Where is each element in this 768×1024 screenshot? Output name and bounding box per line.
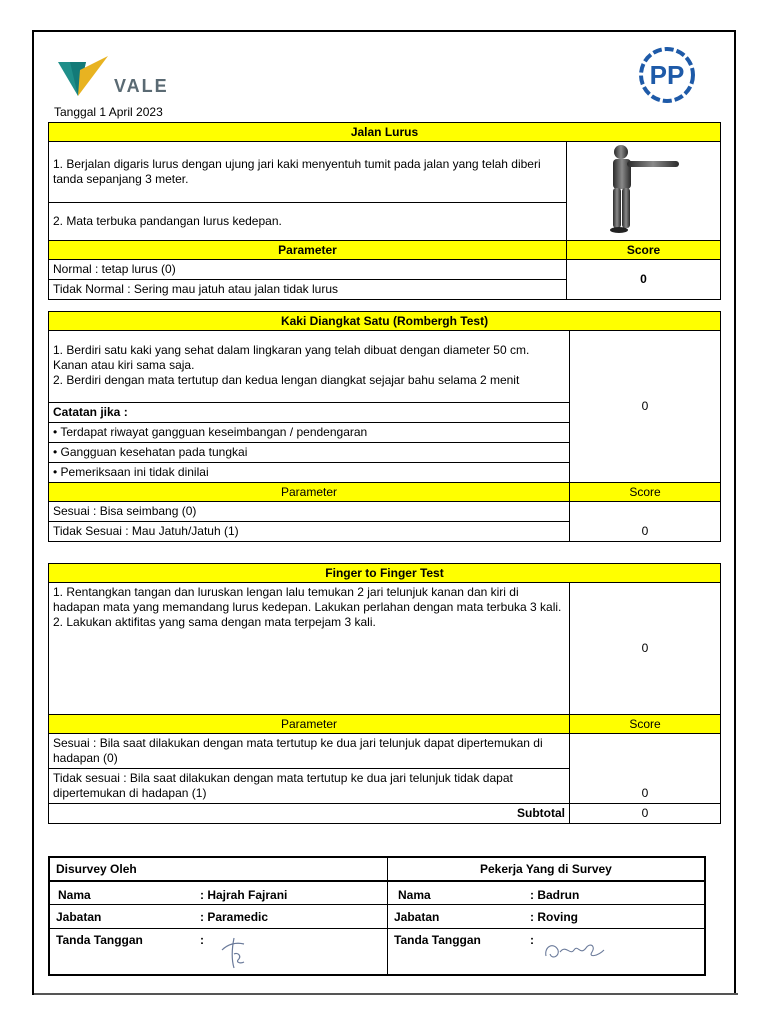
worker-name: : Badrun xyxy=(530,888,580,902)
vale-logo xyxy=(56,56,186,102)
pp-logo-icon xyxy=(634,46,700,104)
finger-test-param-fail: Tidak sesuai : Bila saat dilakukan dengan mata tertutup ke dua jari telunjuk tidak dapat dipertemukan di hadapan (1) xyxy=(49,769,570,804)
rombergh-instruction-2: 2. Berdiri dengan mata tertutup dan kedua lengan diangkat sejajar bahu selama 2 menit xyxy=(53,373,520,387)
finger-test-parameter-header: Parameter xyxy=(49,715,570,734)
survey-row-line-1 xyxy=(50,904,704,905)
surveyor-position-label: Jabatan xyxy=(56,910,102,924)
rombergh-table xyxy=(48,311,721,542)
surveyor-heading: Disurvey Oleh xyxy=(56,862,137,876)
rombergh-instruction-1: 1. Berdiri satu kaki yang sehat dalam lingkaran yang telah dibuat dengan diameter 50 cm. Kanan atau kiri sama saja. xyxy=(53,343,530,372)
finger-test-instruction-1: 1. Rentangkan tangan dan luruskan lengan lalu temukan 2 jari telunjuk kanan dan kiri di hadapan mata yang memandang lurus kedepan. Lakukan perlahan dengan mata terbuka 3 kali. xyxy=(53,585,562,614)
finger-test-param-ok: Sesuai : Bila saat dilakukan dengan mata tertutup ke dua jari telunjuk dapat dipertemukan di hadapan (0) xyxy=(49,734,570,769)
rombergh-param-fail: Tidak Sesuai : Mau Jatuh/Jatuh (1) xyxy=(49,522,570,542)
svg-text:PP: PP xyxy=(649,60,685,90)
jalan-lurus-score: 0 xyxy=(567,260,721,300)
subtotal-label: Subtotal xyxy=(49,804,570,824)
walking-figure-cell xyxy=(567,142,721,241)
worker-position: : Roving xyxy=(530,910,578,924)
rombergh-parameter-header: Parameter xyxy=(49,483,570,502)
rombergh-note-3: • Pemeriksaan ini tidak dinilai xyxy=(49,463,570,483)
worker-heading: Pekerja Yang di Survey xyxy=(480,862,612,876)
finger-test-table xyxy=(48,563,721,824)
rombergh-note-1: • Terdapat riwayat gangguan keseimbangan / pendengaran xyxy=(49,423,570,443)
frame-shadow xyxy=(34,993,738,995)
finger-test-score: 0 xyxy=(570,734,721,804)
rombergh-score-header: Score xyxy=(570,483,721,502)
jalan-lurus-title: Jalan Lurus xyxy=(49,123,721,142)
jalan-lurus-param-normal: Normal : tetap lurus (0) xyxy=(49,260,567,280)
jalan-lurus-table xyxy=(48,122,721,300)
pp-logo xyxy=(634,46,700,104)
jalan-lurus-parameter-header: Parameter xyxy=(49,241,567,260)
finger-test-title: Finger to Finger Test xyxy=(49,564,721,583)
finger-test-score-header: Score xyxy=(570,715,721,734)
subtotal-value: 0 xyxy=(570,804,721,824)
rombergh-instructions xyxy=(49,331,570,403)
surveyor-signature-label: Tanda Tanggan xyxy=(56,933,143,947)
jalan-lurus-score-header: Score xyxy=(567,241,721,260)
rombergh-notes-label: Catatan jika : xyxy=(49,403,570,423)
vale-logo-mark-icon xyxy=(56,56,116,102)
survey-column-divider xyxy=(387,858,388,974)
rombergh-param-ok: Sesuai : Bisa seimbang (0) xyxy=(49,502,570,522)
surveyor-signature-colon: : xyxy=(200,933,204,947)
worker-signature-icon xyxy=(540,936,610,966)
survey-signature-block xyxy=(48,856,706,976)
surveyor-name-label: Nama xyxy=(58,888,91,902)
vale-logo-text: VALE xyxy=(114,76,169,96)
worker-signature-label: Tanda Tanggan xyxy=(394,933,481,947)
finger-test-instructions xyxy=(49,583,570,715)
survey-row-line-2 xyxy=(50,928,704,929)
rombergh-score: 0 xyxy=(570,502,721,542)
worker-name-label: Nama xyxy=(398,888,431,902)
document-date: Tanggal 1 April 2023 xyxy=(54,105,163,119)
jalan-lurus-instruction-1: 1. Berjalan digaris lurus dengan ujung jari kaki menyentuh tumit pada jalan yang telah diberi tanda sepanjang 3 meter. xyxy=(49,142,567,203)
standing-person-icon xyxy=(599,144,689,234)
jalan-lurus-param-abnormal: Tidak Normal : Sering mau jatuh atau jalan tidak lurus xyxy=(49,280,567,300)
surveyor-signature-icon xyxy=(216,934,256,972)
rombergh-note-2: • Gangguan kesehatan pada tungkai xyxy=(49,443,570,463)
surveyor-position: : Paramedic xyxy=(200,910,269,924)
rombergh-title: Kaki Diangkat Satu (Rombergh Test) xyxy=(49,312,721,331)
survey-header-line xyxy=(50,880,704,882)
worker-signature-colon: : xyxy=(530,933,534,947)
finger-test-top-score: 0 xyxy=(570,583,721,715)
surveyor-name: : Hajrah Fajrani xyxy=(200,888,288,902)
finger-test-instruction-2: 2. Lakukan aktifitas yang sama dengan mata terpejam 3 kali. xyxy=(53,615,376,629)
worker-position-label: Jabatan xyxy=(394,910,440,924)
jalan-lurus-instruction-2: 2. Mata terbuka pandangan lurus kedepan. xyxy=(49,203,567,241)
rombergh-top-score: 0 xyxy=(570,331,721,483)
